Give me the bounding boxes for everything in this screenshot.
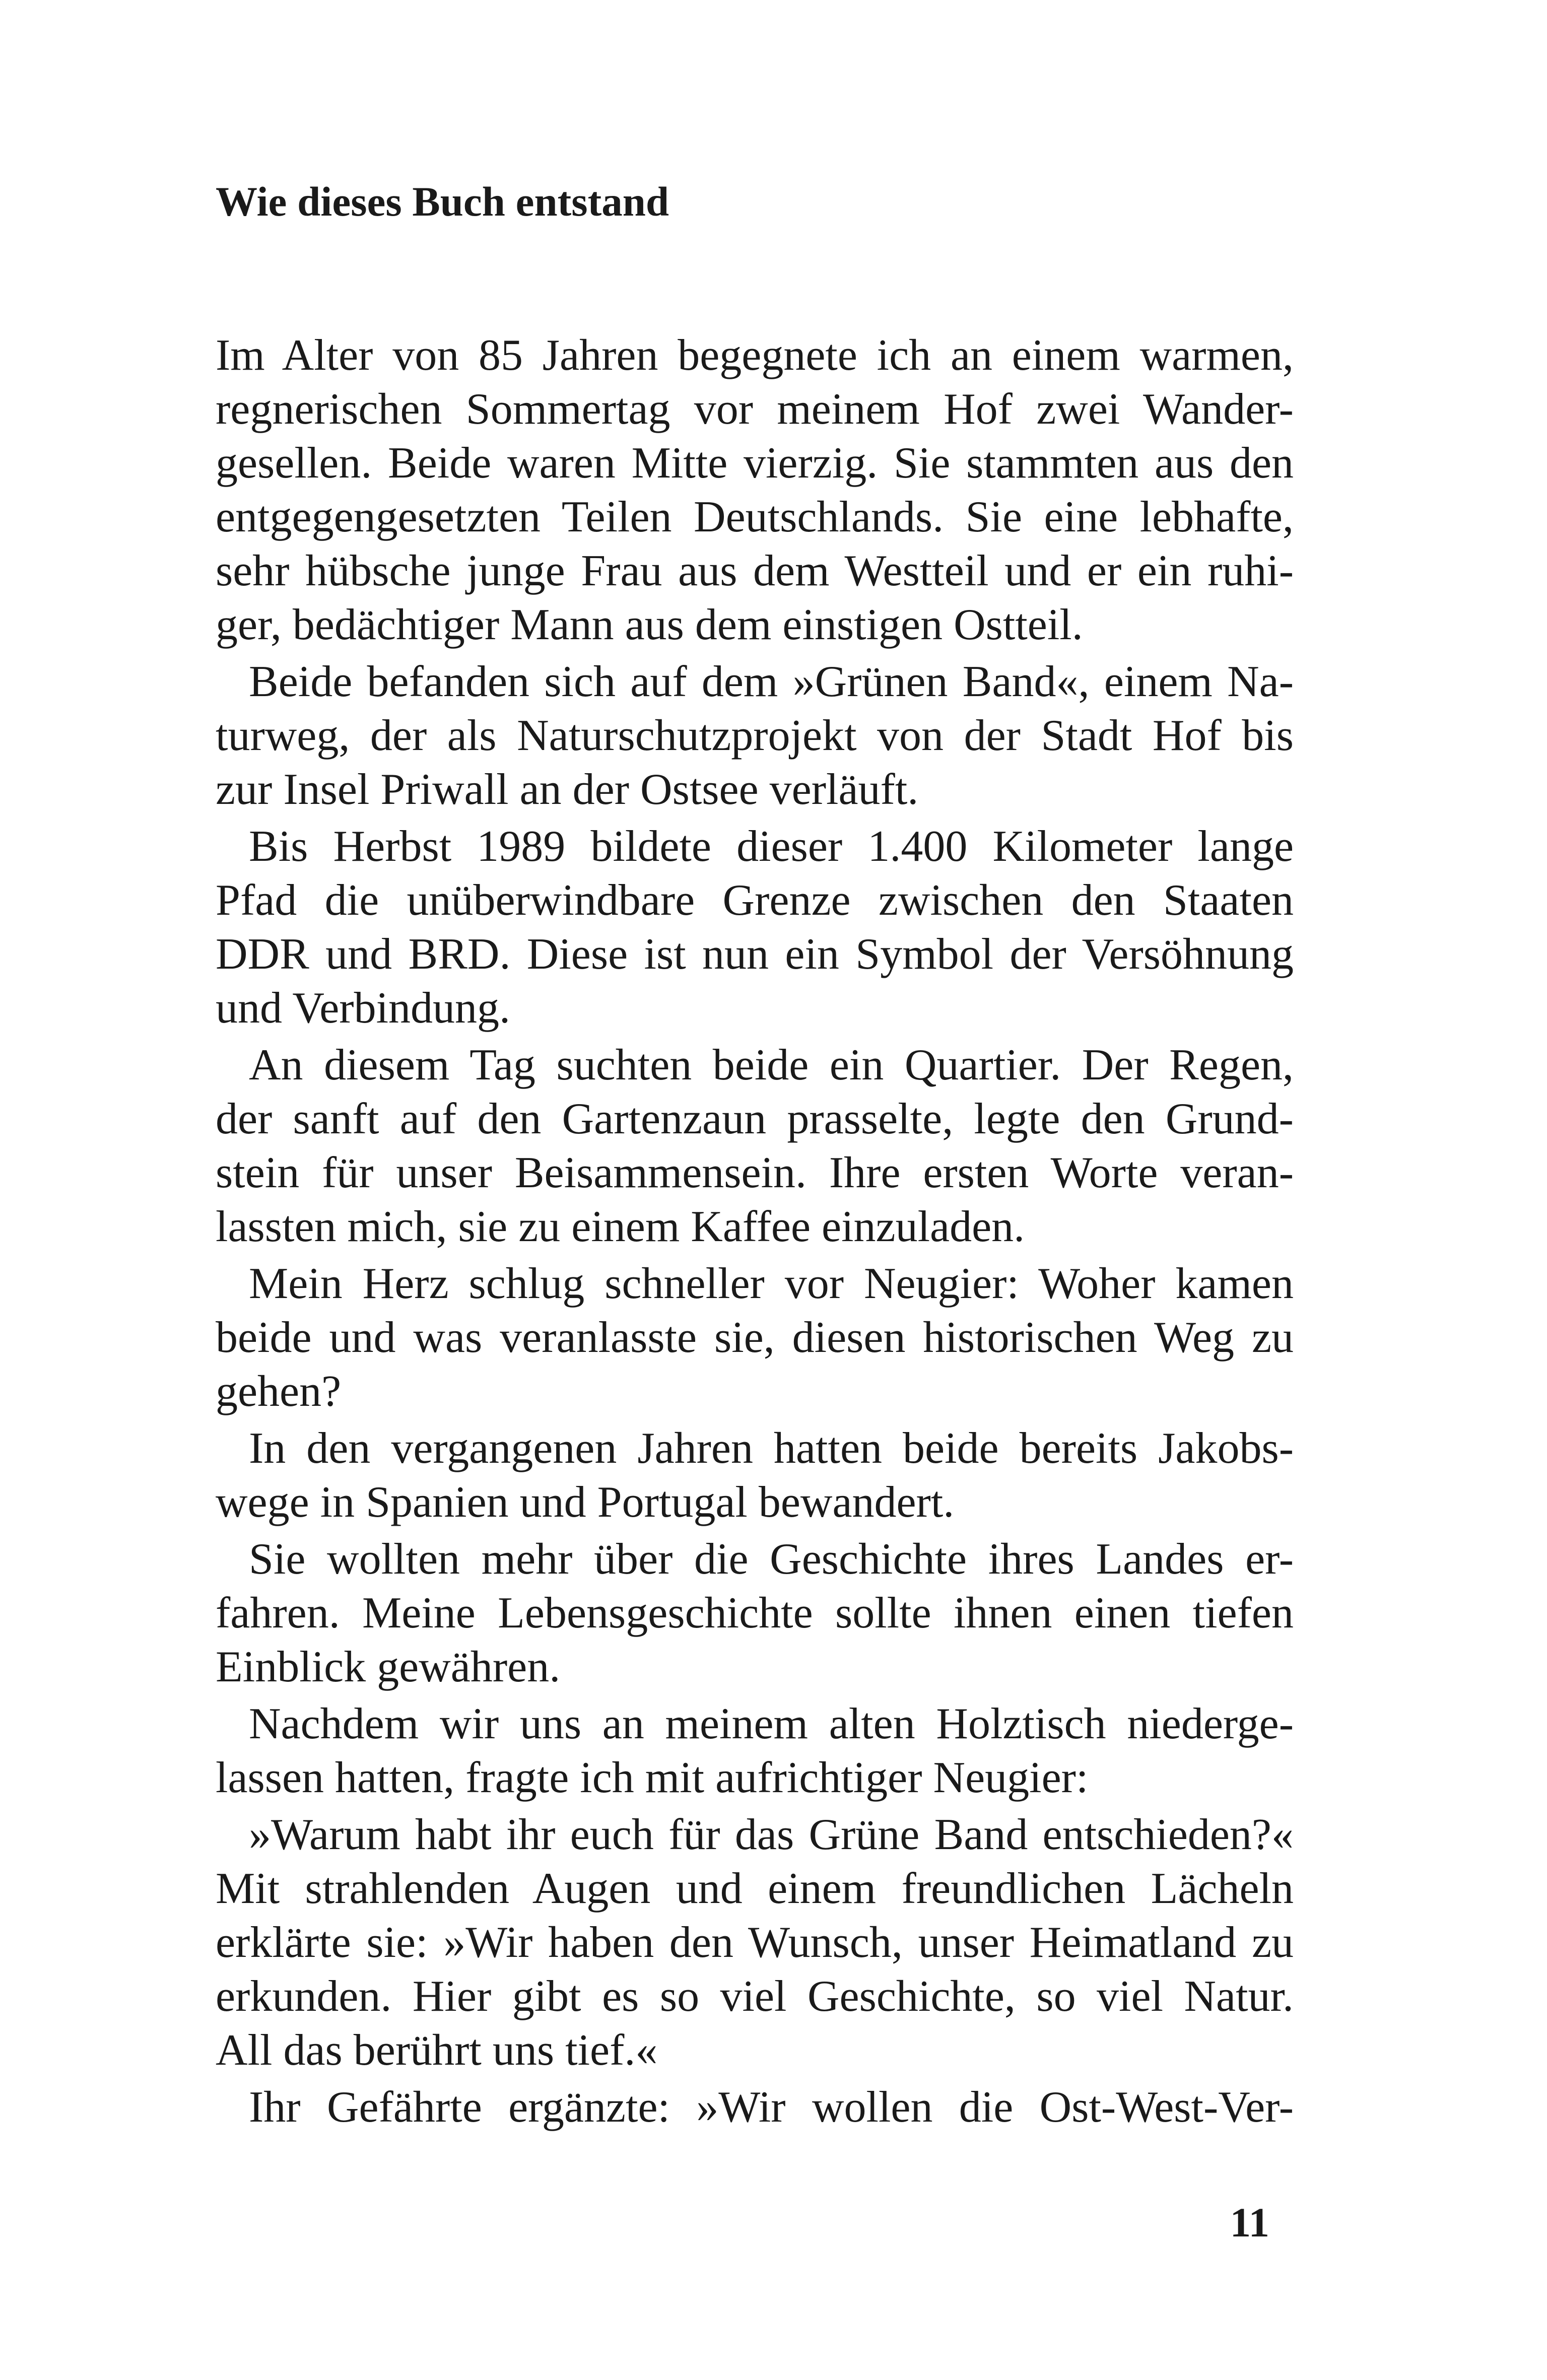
text-line: »Warum habt ihr euch für das Grüne Band entschieden?«: [249, 1810, 1294, 1859]
text-line: erklärte sie: »Wir haben den Wunsch, unser Heimatland zu: [216, 1918, 1294, 1967]
text-line: Im Alter von 85 Jahren begegnete ich an einem warmen,: [216, 331, 1294, 380]
text-line: Pfad die unüberwindbare Grenze zwischen den Staaten: [216, 876, 1294, 925]
text-line: der sanft auf den Gartenzaun prasselte, legte den Grund-: [216, 1095, 1294, 1143]
text-line: gesellen. Beide waren Mitte vierzig. Sie stammten aus den: [216, 439, 1294, 488]
text-line: All das berührt uns tief.«: [216, 2026, 658, 2075]
text-line: Mein Herz schlug schneller vor Neugier: Woher kamen: [249, 1259, 1294, 1308]
book-page: [216, 174, 1294, 2134]
text-line: wege in Spanien und Portugal bewandert.: [216, 1478, 955, 1527]
text-line: und Verbindung.: [216, 984, 511, 1033]
text-line: DDR und BRD. Diese ist nun ein Symbol der Versöhnung: [216, 930, 1294, 979]
text-line: zur Insel Priwall an der Ostsee verläuft.: [216, 765, 919, 814]
text-line: Sie wollten mehr über die Geschichte ihres Landes er-: [249, 1535, 1294, 1584]
text-line: entgegengesetzten Teilen Deutschlands. Sie eine lebhafte,: [216, 493, 1294, 541]
text-line: turweg, der als Naturschutzprojekt von der Stadt Hof bis: [216, 711, 1294, 760]
text-line: Einblick gewähren.: [216, 1643, 561, 1691]
text-line: regnerischen Sommertag vor meinem Hof zwei Wander-: [216, 385, 1294, 434]
text-line: gehen?: [216, 1367, 342, 1416]
text-line: lassen hatten, fragte ich mit aufrichtiger Neugier:: [216, 1753, 1089, 1802]
page-number: 11: [1230, 2199, 1269, 2246]
text-line: ger, bedächtiger Mann aus dem einstigen Ostteil.: [216, 600, 1083, 649]
text-line: sehr hübsche junge Frau aus dem Westteil und er ein ruhi-: [216, 547, 1294, 595]
text-line: Mit strahlenden Augen und einem freundlichen Lächeln: [216, 1864, 1294, 1913]
text-line: Bis Herbst 1989 bildete dieser 1.400 Kilometer lange: [249, 822, 1294, 871]
text-line: lassten mich, sie zu einem Kaffee einzuladen.: [216, 1202, 1025, 1251]
text-line: stein für unser Beisammensein. Ihre ersten Worte veran-: [216, 1148, 1294, 1197]
chapter-heading: Wie dieses Buch entstand: [216, 178, 669, 225]
text-line: erkunden. Hier gibt es so viel Geschichte, so viel Natur.: [216, 1972, 1294, 2021]
text-line: Ihr Gefährte ergänzte: »Wir wollen die Ost-West-Ver-: [249, 2083, 1294, 2132]
body-text: [216, 328, 1294, 2134]
text-line: fahren. Meine Lebensgeschichte sollte ihnen einen tiefen: [216, 1589, 1294, 1638]
text-line: In den vergangenen Jahren hatten beide bereits Jakobs-: [249, 1424, 1294, 1473]
text-line: beide und was veranlasste sie, diesen historischen Weg zu: [216, 1313, 1294, 1362]
text-line: Nachdem wir uns an meinem alten Holztisch niederge-: [249, 1699, 1294, 1748]
text-line: Beide befanden sich auf dem »Grünen Band«, einem Na-: [249, 657, 1294, 706]
text-line: An diesem Tag suchten beide ein Quartier. Der Regen,: [249, 1041, 1294, 1090]
